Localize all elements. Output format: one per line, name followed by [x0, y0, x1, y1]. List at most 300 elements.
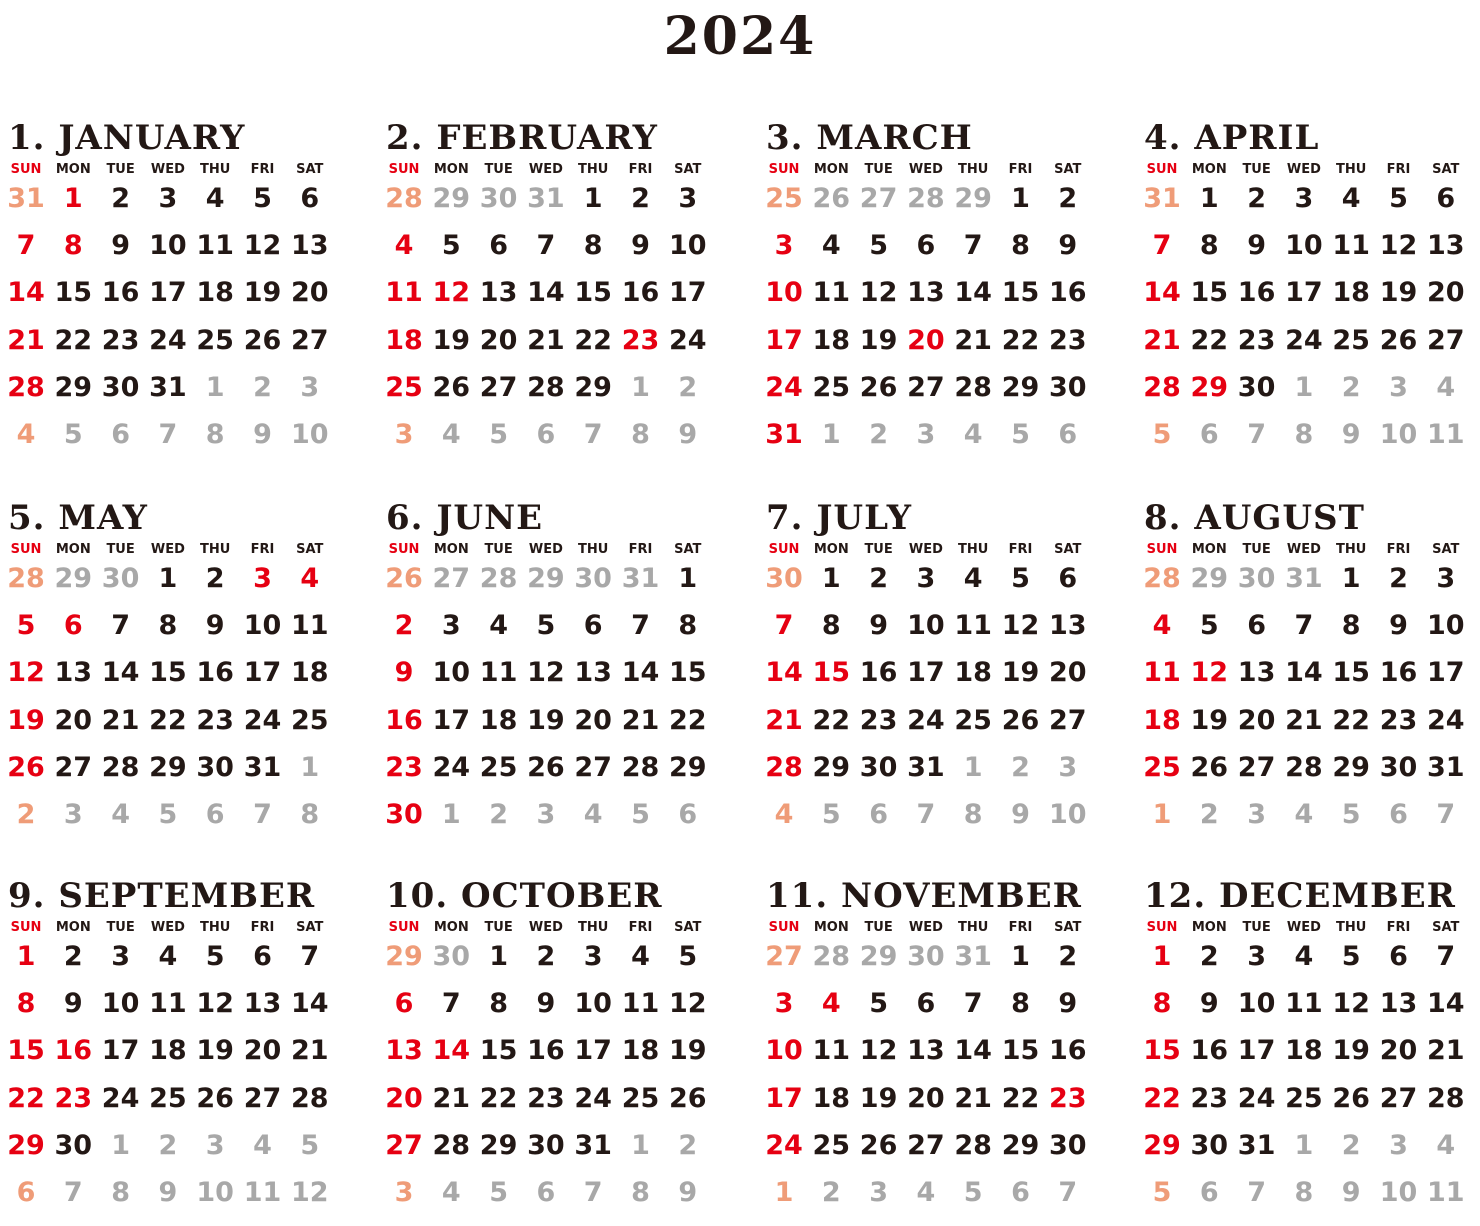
- day-cell: 5: [489, 419, 508, 450]
- day-cell: 10: [101, 988, 140, 1020]
- weekday-label: SUN: [388, 920, 420, 935]
- day-cell: 5: [869, 988, 888, 1020]
- day-cell: 14: [291, 988, 329, 1020]
- day-cell: 27: [1427, 324, 1465, 356]
- day-cell: 14: [7, 277, 45, 309]
- day-cell: 22: [1143, 1082, 1181, 1114]
- day-cell: 27: [243, 1082, 282, 1114]
- day-cell: 15: [1332, 657, 1370, 689]
- day-cell: 7: [963, 230, 983, 262]
- day-cell: 9: [678, 1177, 698, 1208]
- day-cell: 13: [479, 277, 518, 309]
- day-cell: 21: [7, 324, 45, 356]
- day-cell: 5: [1341, 941, 1361, 972]
- day-cell: 26: [7, 751, 45, 783]
- day-cell: 13: [1379, 988, 1418, 1020]
- day-cell: 4: [111, 799, 130, 830]
- day-cell: 19: [859, 1082, 898, 1114]
- weekday-label: WED: [1286, 920, 1321, 935]
- day-cell: 12: [527, 657, 565, 689]
- day-cell: 7: [1058, 1177, 1078, 1208]
- day-cell: 12: [669, 988, 707, 1020]
- day-cell: 15: [1190, 277, 1229, 309]
- weekday-label: SAT: [1432, 542, 1460, 557]
- month-title: 3. MARCH: [766, 118, 973, 158]
- day-cell: 1: [111, 1129, 130, 1161]
- day-cell: 6: [300, 183, 320, 214]
- day-cell: 23: [54, 1082, 93, 1114]
- day-cell: 29: [1190, 563, 1229, 594]
- days-grid: [8, 564, 338, 846]
- day-cell: 10: [196, 1177, 234, 1208]
- day-cell: 4: [1436, 371, 1456, 403]
- day-cell: 22: [54, 324, 93, 356]
- day-cell: 11: [1285, 988, 1323, 1020]
- day-cell: 12: [1001, 610, 1040, 642]
- day-cell: 8: [1199, 230, 1219, 262]
- weekday-label: FRI: [250, 542, 275, 557]
- day-cell: 13: [291, 230, 329, 262]
- day-cell: 30: [1379, 751, 1418, 783]
- weekday-label: THU: [578, 920, 609, 935]
- month-title: 4. APRIL: [1144, 118, 1320, 158]
- day-cell: 9: [678, 419, 698, 450]
- day-cell: 2: [111, 183, 130, 214]
- weekday-header: [1144, 920, 1474, 940]
- day-cell: 30: [1049, 371, 1087, 403]
- day-cell: 2: [253, 371, 272, 403]
- day-cell: 3: [774, 988, 794, 1020]
- day-cell: 15: [7, 1035, 45, 1067]
- day-cell: 19: [1001, 657, 1040, 689]
- day-cell: 24: [1237, 1082, 1276, 1114]
- day-cell: 13: [574, 657, 612, 689]
- day-cell: 30: [527, 1129, 565, 1161]
- weekday-label: THU: [958, 920, 989, 935]
- day-cell: 2: [489, 799, 508, 830]
- day-cell: 27: [291, 324, 329, 356]
- day-cell: 23: [621, 324, 660, 356]
- day-cell: 26: [385, 563, 423, 594]
- day-cell: 22: [1001, 1082, 1040, 1114]
- day-cell: 11: [385, 277, 423, 309]
- day-cell: 11: [196, 230, 234, 262]
- day-cell: 27: [1379, 1082, 1418, 1114]
- day-cell: 5: [1011, 419, 1030, 450]
- day-cell: 8: [300, 799, 320, 830]
- day-cell: 10: [669, 230, 707, 262]
- day-cell: 21: [1143, 324, 1181, 356]
- day-cell: 16: [196, 657, 234, 689]
- day-cell: 22: [574, 324, 612, 356]
- weekday-label: SUN: [10, 162, 42, 177]
- day-cell: 10: [574, 988, 612, 1020]
- day-cell: 8: [16, 988, 36, 1020]
- day-cell: 6: [63, 610, 83, 642]
- day-cell: 19: [1379, 277, 1418, 309]
- day-cell: 15: [574, 277, 612, 309]
- day-cell: 6: [489, 230, 508, 262]
- day-cell: 28: [101, 751, 140, 783]
- day-cell: 9: [205, 610, 225, 642]
- day-cell: 10: [1049, 799, 1087, 830]
- day-cell: 30: [859, 751, 898, 783]
- weekday-label: TUE: [106, 162, 135, 177]
- day-cell: 4: [253, 1129, 272, 1161]
- day-cell: 27: [1049, 704, 1087, 736]
- day-cell: 8: [1294, 1177, 1314, 1208]
- day-cell: 5: [441, 230, 461, 262]
- day-cell: 8: [63, 230, 83, 262]
- day-cell: 28: [765, 751, 803, 783]
- day-cell: 4: [1436, 1129, 1456, 1161]
- weekday-label: MON: [1191, 920, 1227, 935]
- day-cell: 4: [158, 941, 178, 972]
- day-cell: 9: [1199, 988, 1219, 1020]
- day-cell: 30: [479, 183, 518, 214]
- day-cell: 29: [1332, 751, 1370, 783]
- day-cell: 3: [111, 941, 130, 972]
- weekday-label: WED: [150, 542, 185, 557]
- day-cell: 31: [1427, 751, 1465, 783]
- day-cell: 27: [907, 1129, 945, 1161]
- weekday-label: FRI: [1386, 162, 1411, 177]
- day-cell: 10: [1427, 610, 1465, 642]
- day-cell: 19: [527, 704, 565, 736]
- day-cell: 2: [1199, 941, 1219, 972]
- day-cell: 20: [479, 324, 518, 356]
- day-cell: 29: [574, 371, 612, 403]
- day-cell: 4: [774, 799, 794, 830]
- day-cell: 5: [821, 799, 841, 830]
- day-cell: 19: [859, 324, 898, 356]
- day-cell: 19: [1190, 704, 1229, 736]
- weekday-header: [1144, 542, 1474, 562]
- weekday-label: MON: [55, 162, 91, 177]
- day-cell: 1: [631, 371, 650, 403]
- day-cell: 1: [1199, 183, 1219, 214]
- day-cell: 7: [916, 799, 936, 830]
- weekday-label: TUE: [484, 542, 513, 557]
- day-cell: 17: [101, 1035, 140, 1067]
- day-cell: 9: [1011, 799, 1030, 830]
- day-cell: 30: [196, 751, 234, 783]
- day-cell: 12: [1379, 230, 1418, 262]
- day-cell: 2: [869, 563, 888, 594]
- day-cell: 1: [678, 563, 698, 594]
- day-cell: 30: [765, 563, 803, 594]
- day-cell: 18: [385, 324, 423, 356]
- year-title: 2024: [663, 6, 817, 67]
- day-cell: 23: [196, 704, 234, 736]
- day-cell: 29: [1143, 1129, 1181, 1161]
- weekday-label: FRI: [250, 920, 275, 935]
- day-cell: 27: [907, 371, 945, 403]
- month-title: 11. NOVEMBER: [766, 876, 1082, 916]
- day-cell: 30: [574, 563, 612, 594]
- day-cell: 2: [1341, 1129, 1361, 1161]
- day-cell: 12: [196, 988, 234, 1020]
- day-cell: 17: [765, 1082, 803, 1114]
- day-cell: 7: [1247, 1177, 1266, 1208]
- day-cell: 8: [1011, 988, 1030, 1020]
- weekday-label: SAT: [296, 542, 324, 557]
- day-cell: 29: [1001, 371, 1040, 403]
- day-cell: 6: [536, 1177, 556, 1208]
- day-cell: 14: [954, 277, 992, 309]
- day-cell: 17: [1237, 1035, 1276, 1067]
- day-cell: 23: [1049, 324, 1087, 356]
- day-cell: 1: [1152, 799, 1172, 830]
- weekday-label: MON: [433, 162, 469, 177]
- days-grid: [386, 184, 716, 466]
- day-cell: 3: [916, 419, 936, 450]
- days-grid: [1144, 184, 1474, 466]
- day-cell: 27: [432, 563, 471, 594]
- day-cell: 5: [63, 419, 83, 450]
- day-cell: 8: [631, 419, 650, 450]
- weekday-label: SUN: [1146, 542, 1178, 557]
- weekday-label: SUN: [10, 920, 42, 935]
- day-cell: 20: [907, 324, 945, 356]
- day-cell: 21: [1285, 704, 1323, 736]
- day-cell: 7: [300, 941, 320, 972]
- day-cell: 27: [765, 941, 803, 972]
- day-cell: 4: [583, 799, 603, 830]
- day-cell: 1: [1294, 371, 1314, 403]
- day-cell: 8: [963, 799, 983, 830]
- weekday-label: TUE: [484, 920, 513, 935]
- day-cell: 21: [527, 324, 565, 356]
- day-cell: 14: [432, 1035, 471, 1067]
- weekday-label: SUN: [1146, 162, 1178, 177]
- day-cell: 12: [291, 1177, 329, 1208]
- weekday-label: TUE: [1242, 920, 1271, 935]
- day-cell: 28: [432, 1129, 471, 1161]
- day-cell: 25: [812, 371, 851, 403]
- day-cell: 24: [765, 371, 803, 403]
- day-cell: 7: [583, 419, 603, 450]
- day-cell: 12: [243, 230, 282, 262]
- day-cell: 4: [631, 941, 650, 972]
- day-cell: 17: [669, 277, 707, 309]
- day-cell: 5: [489, 1177, 508, 1208]
- weekday-header: [1144, 162, 1474, 182]
- day-cell: 25: [385, 371, 423, 403]
- day-cell: 6: [111, 419, 130, 450]
- weekday-label: THU: [578, 542, 609, 557]
- day-cell: 6: [1058, 419, 1078, 450]
- day-cell: 4: [916, 1177, 936, 1208]
- day-cell: 6: [869, 799, 888, 830]
- day-cell: 4: [1341, 183, 1361, 214]
- day-cell: 7: [774, 610, 794, 642]
- day-cell: 7: [963, 988, 983, 1020]
- day-cell: 25: [196, 324, 234, 356]
- weekday-label: TUE: [864, 162, 893, 177]
- day-cell: 7: [1436, 941, 1456, 972]
- day-cell: 2: [536, 941, 556, 972]
- day-cell: 30: [101, 371, 140, 403]
- day-cell: 26: [432, 371, 471, 403]
- day-cell: 20: [1237, 704, 1276, 736]
- day-cell: 5: [1152, 419, 1172, 450]
- day-cell: 3: [678, 183, 698, 214]
- weekday-label: SAT: [674, 542, 702, 557]
- day-cell: 15: [479, 1035, 518, 1067]
- day-cell: 5: [1389, 183, 1408, 214]
- month-title: 1. JANUARY: [8, 118, 246, 158]
- weekday-label: FRI: [1008, 542, 1033, 557]
- day-cell: 8: [1152, 988, 1172, 1020]
- day-cell: 20: [291, 277, 329, 309]
- day-cell: 16: [859, 657, 898, 689]
- day-cell: 2: [394, 610, 414, 642]
- day-cell: 3: [300, 371, 320, 403]
- weekday-label: TUE: [1242, 542, 1271, 557]
- day-cell: 24: [149, 324, 187, 356]
- day-cell: 4: [963, 563, 983, 594]
- day-cell: 6: [16, 1177, 36, 1208]
- day-cell: 7: [536, 230, 556, 262]
- day-cell: 4: [821, 988, 841, 1020]
- day-cell: 5: [963, 1177, 983, 1208]
- day-cell: 3: [583, 941, 603, 972]
- day-cell: 5: [300, 1129, 320, 1161]
- day-cell: 1: [821, 563, 841, 594]
- weekday-label: THU: [200, 920, 231, 935]
- weekday-label: FRI: [1008, 920, 1033, 935]
- day-cell: 22: [1190, 324, 1229, 356]
- day-cell: 4: [16, 419, 36, 450]
- day-cell: 7: [63, 1177, 83, 1208]
- month-title: 10. OCTOBER: [386, 876, 663, 916]
- day-cell: 23: [1049, 1082, 1087, 1114]
- day-cell: 27: [574, 751, 612, 783]
- weekday-label: WED: [908, 542, 943, 557]
- day-cell: 6: [205, 799, 225, 830]
- day-cell: 19: [7, 704, 45, 736]
- day-cell: 31: [574, 1129, 612, 1161]
- day-cell: 5: [1011, 563, 1030, 594]
- weekday-header: [8, 162, 338, 182]
- day-cell: 29: [954, 183, 992, 214]
- day-cell: 18: [291, 657, 329, 689]
- day-cell: 24: [907, 704, 945, 736]
- day-cell: 5: [1341, 799, 1361, 830]
- weekday-label: FRI: [1386, 920, 1411, 935]
- day-cell: 11: [1427, 1177, 1465, 1208]
- day-cell: 10: [765, 277, 803, 309]
- day-cell: 3: [205, 1129, 225, 1161]
- day-cell: 9: [869, 610, 888, 642]
- day-cell: 13: [907, 1035, 945, 1067]
- day-cell: 1: [16, 941, 36, 972]
- weekday-header: [386, 920, 716, 940]
- day-cell: 1: [631, 1129, 650, 1161]
- day-cell: 17: [765, 324, 803, 356]
- day-cell: 5: [253, 183, 272, 214]
- day-cell: 6: [394, 988, 414, 1020]
- day-cell: 1: [441, 799, 461, 830]
- day-cell: 9: [1341, 419, 1361, 450]
- day-cell: 20: [54, 704, 93, 736]
- day-cell: 25: [1143, 751, 1181, 783]
- weekday-label: SAT: [1054, 542, 1082, 557]
- day-cell: 12: [432, 277, 471, 309]
- day-cell: 23: [101, 324, 140, 356]
- day-cell: 29: [54, 371, 93, 403]
- day-cell: 21: [954, 1082, 992, 1114]
- day-cell: 21: [765, 704, 803, 736]
- weekday-label: MON: [55, 542, 91, 557]
- day-cell: 24: [1285, 324, 1323, 356]
- weekday-label: MON: [433, 920, 469, 935]
- day-cell: 7: [253, 799, 272, 830]
- day-cell: 27: [54, 751, 93, 783]
- day-cell: 23: [1190, 1082, 1229, 1114]
- day-cell: 13: [243, 988, 282, 1020]
- day-cell: 29: [859, 941, 898, 972]
- day-cell: 20: [1049, 657, 1087, 689]
- day-cell: 18: [812, 1082, 851, 1114]
- day-cell: 10: [1237, 988, 1276, 1020]
- weekday-label: FRI: [628, 542, 653, 557]
- day-cell: 6: [1058, 563, 1078, 594]
- day-cell: 14: [1427, 988, 1465, 1020]
- day-cell: 2: [1011, 751, 1030, 783]
- weekday-label: TUE: [106, 920, 135, 935]
- day-cell: 26: [669, 1082, 707, 1114]
- day-cell: 11: [621, 988, 660, 1020]
- weekday-label: THU: [1336, 162, 1367, 177]
- day-cell: 18: [1285, 1035, 1323, 1067]
- day-cell: 7: [111, 610, 130, 642]
- day-cell: 28: [812, 941, 851, 972]
- day-cell: 11: [479, 657, 518, 689]
- day-cell: 21: [1427, 1035, 1465, 1067]
- day-cell: 19: [432, 324, 471, 356]
- day-cell: 9: [1058, 230, 1078, 262]
- day-cell: 11: [812, 277, 851, 309]
- month-title: 7. JULY: [766, 498, 913, 538]
- day-cell: 29: [1190, 371, 1229, 403]
- day-cell: 31: [954, 941, 992, 972]
- day-cell: 20: [1427, 277, 1465, 309]
- day-cell: 15: [54, 277, 93, 309]
- weekday-label: WED: [1286, 542, 1321, 557]
- day-cell: 15: [1001, 277, 1040, 309]
- day-cell: 21: [101, 704, 140, 736]
- weekday-label: THU: [200, 542, 231, 557]
- day-cell: 9: [1389, 610, 1408, 642]
- day-cell: 2: [1247, 183, 1266, 214]
- day-cell: 10: [765, 1035, 803, 1067]
- day-cell: 22: [479, 1082, 518, 1114]
- day-cell: 18: [149, 1035, 187, 1067]
- weekday-label: SAT: [296, 162, 324, 177]
- day-cell: 4: [1294, 799, 1314, 830]
- day-cell: 28: [7, 563, 45, 594]
- day-cell: 1: [63, 183, 83, 214]
- day-cell: 1: [1011, 941, 1030, 972]
- day-cell: 3: [1247, 799, 1266, 830]
- day-cell: 18: [812, 324, 851, 356]
- month-title: 8. AUGUST: [1144, 498, 1365, 538]
- weekday-label: MON: [55, 920, 91, 935]
- day-cell: 6: [1199, 1177, 1219, 1208]
- day-cell: 9: [1341, 1177, 1361, 1208]
